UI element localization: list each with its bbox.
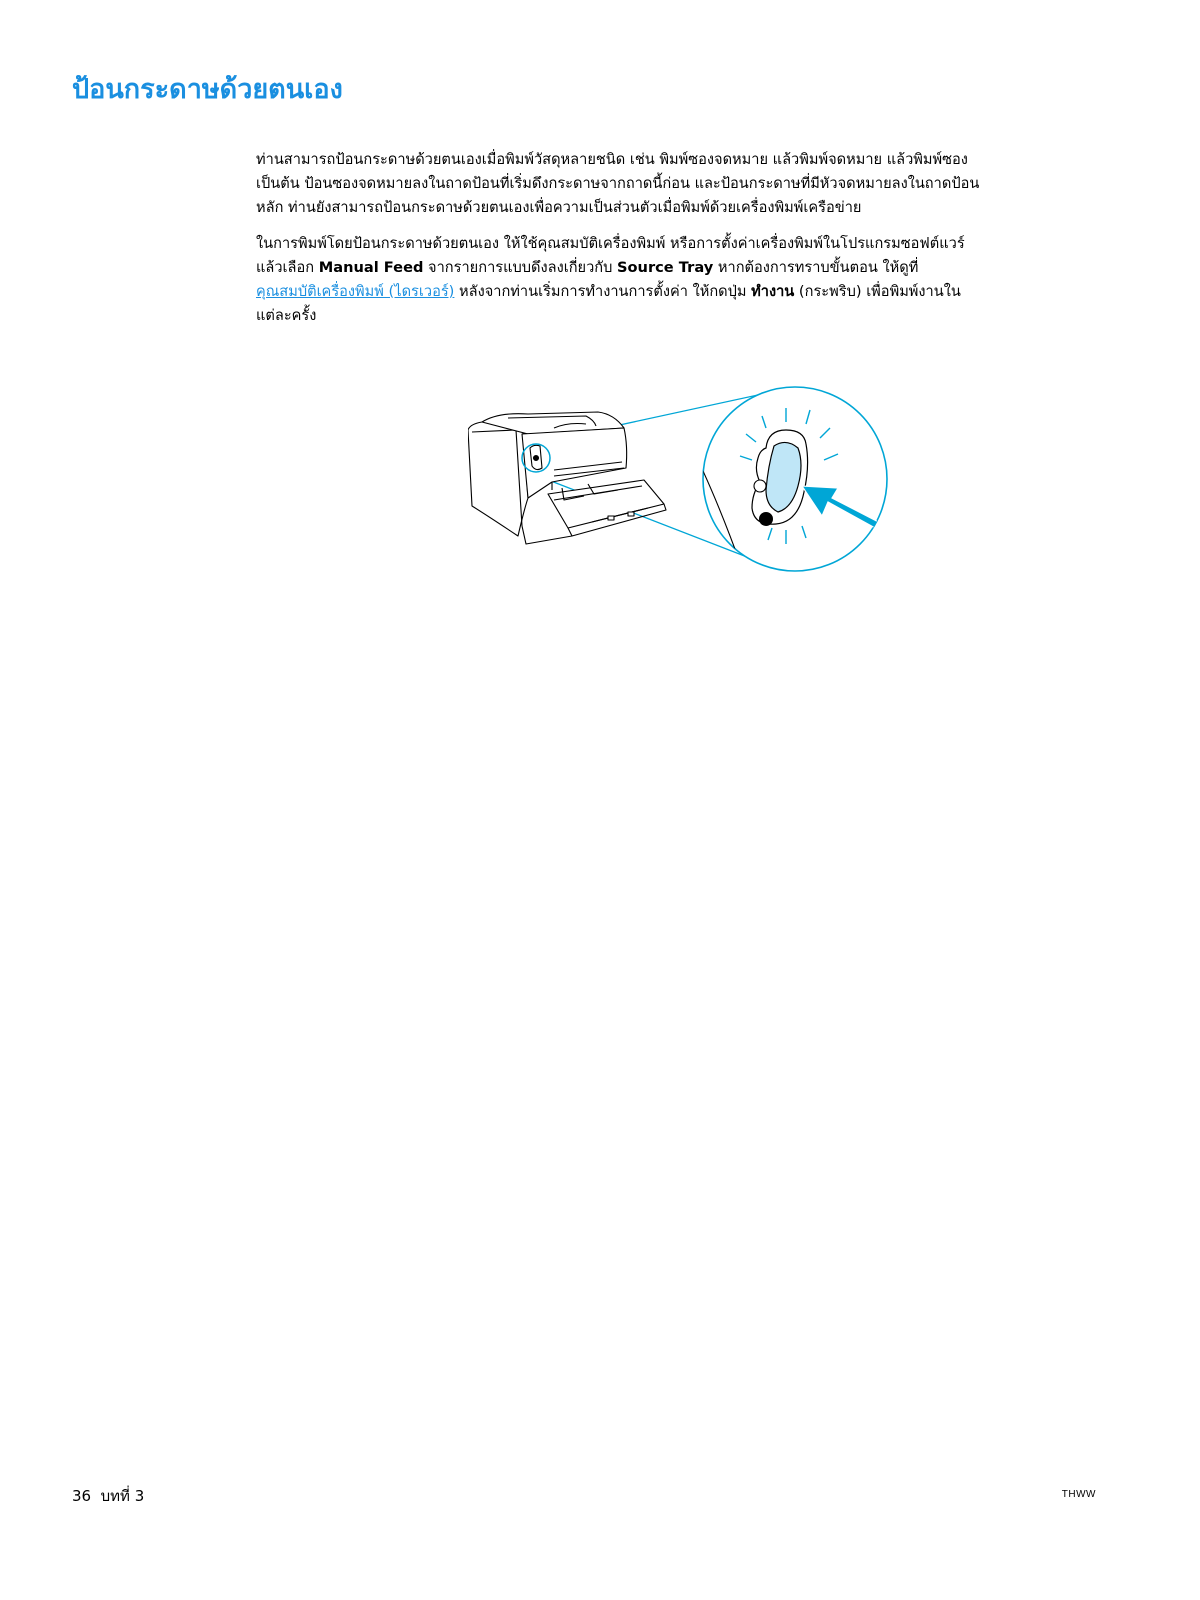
footer-code: THWW: [1061, 1489, 1096, 1500]
paragraph-2: [256, 232, 1112, 328]
paragraph-2-line-3-mid: หลังจากท่านเริ่มการทำงานการตั้งค่า ให้กดปุ่ม: [454, 283, 752, 300]
go-button-term: ทำงาน: [751, 283, 795, 300]
paragraph-2-line-2-mid: จากรายการแบบดึงลงเกี่ยวกับ: [423, 259, 618, 276]
paragraph-2-line-3-post: (กระพริบ) เพื่อพิมพ์งานใน: [794, 283, 961, 300]
paragraph-2-line-1: ในการพิมพ์โดยป้อนกระดาษด้วยตนเอง ให้ใช้คุณสมบัติเครื่องพิมพ์ หรือการตั้งค่าเครื่องพิมพ์ในโปรแกรมซอฟต์แวร์: [256, 235, 965, 252]
paragraph-1-line-2: เป็นต้น ป้อนซองจดหมายลงในถาดป้อนที่เริ่มดึงกระดาษจากถาดนี้ก่อน และป้อนกระดาษที่มีหัวจดหมายลงในถาดป้อน: [256, 175, 980, 192]
paragraph-2-line-2-pre: แล้วเลือก: [256, 259, 319, 276]
chapter-label: บทที่ 3: [100, 1487, 145, 1505]
printer-illustration: [468, 386, 928, 586]
go-button-callout: [696, 387, 904, 574]
manual-feed-term: Manual Feed: [318, 259, 424, 276]
paragraph-1: [256, 148, 1112, 220]
paragraph-2-line-4: แต่ละครั้ง: [256, 307, 317, 324]
main-content: [256, 148, 1112, 340]
printer-figure: [468, 386, 928, 586]
printer-properties-link[interactable]: คุณสมบัติเครื่องพิมพ์ (ไดรเวอร์): [256, 283, 455, 300]
page-title: ป้อนกระดาษด้วยตนเอง: [72, 74, 343, 105]
page-number: 36: [72, 1487, 92, 1505]
paragraph-1-line-3: หลัก ท่านยังสามารถป้อนกระดาษด้วยตนเองเพื่อความเป็นส่วนตัวเมื่อพิมพ์ด้วยเครื่องพิมพ์เครือข่าย: [256, 199, 862, 216]
footer-page-info: [72, 1484, 144, 1508]
paragraph-2-line-2-post: หากต้องการทราบขั้นตอน ให้ดูที่: [713, 259, 919, 276]
source-tray-term: Source Tray: [617, 259, 714, 276]
printer-drawing: [468, 412, 666, 544]
paragraph-1-line-1: ท่านสามารถป้อนกระดาษด้วยตนเองเมื่อพิมพ์วัสดุหลายชนิด เช่น พิมพ์ซองจดหมาย แล้วพิมพ์จดหมาย แล้วพิมพ์ซอง: [256, 151, 968, 168]
